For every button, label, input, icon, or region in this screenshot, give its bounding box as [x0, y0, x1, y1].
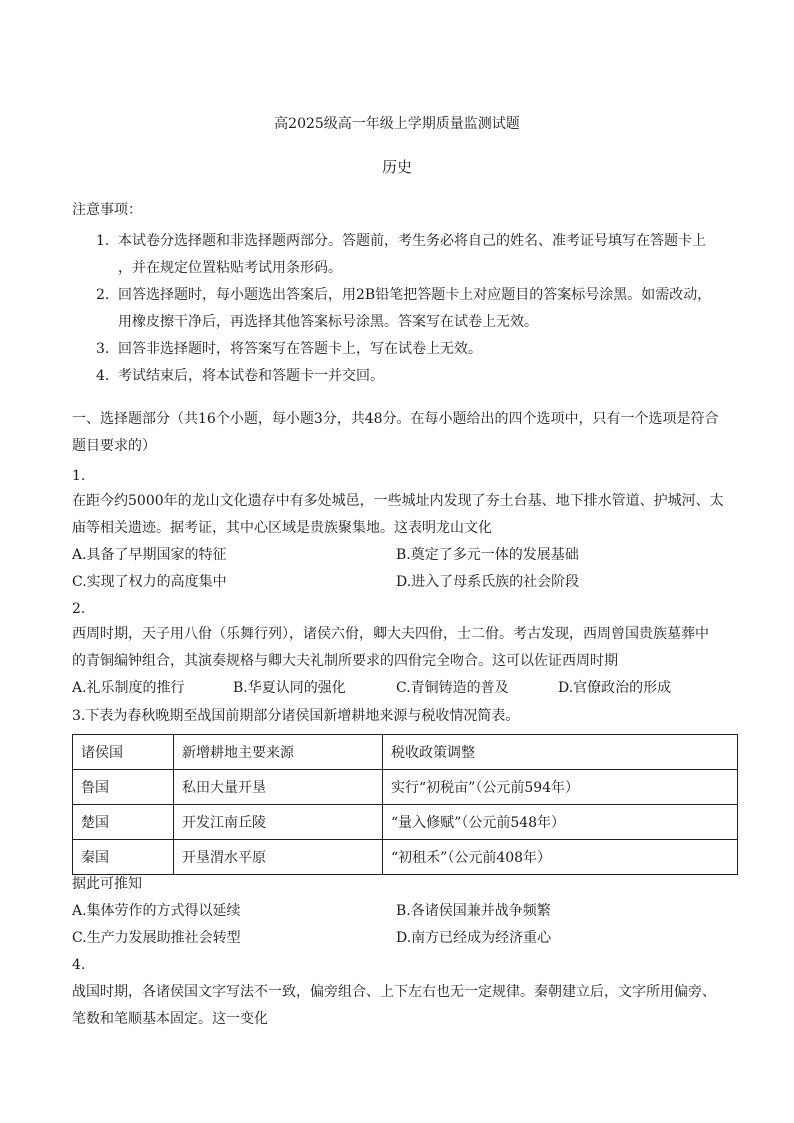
table-cell: 私田大量开垦: [174, 770, 383, 805]
table-cell: 鲁国: [73, 770, 174, 805]
notice-num: 3.: [96, 341, 110, 357]
question-4-number: 4.: [72, 957, 86, 973]
question-2-option-c: C.青铜铸造的普及: [396, 680, 509, 696]
question-4-stem-cont: 笔数和笔顺基本固定。这一变化: [72, 1011, 268, 1027]
notice-text: 回答选择题时，每小题选出答案后，用2B铅笔把答题卡上对应题目的答案标号涂黑。如需改动，: [118, 287, 712, 303]
question-3-stem: 3.下表为春秋晚期至战国前期部分诸侯国新增耕地来源与税收情况简表。: [72, 708, 520, 724]
question-1-number: 1.: [72, 468, 86, 484]
table-cell: 实行“初税亩”（公元前594年）: [383, 770, 738, 805]
notice-heading: 注意事项：: [72, 202, 142, 218]
question-1-option-d: D.进入了母系氏族的社会阶段: [396, 574, 580, 590]
table-cell: 开发江南丘陵: [174, 805, 383, 840]
table-header-cell: 新增耕地主要来源: [174, 735, 383, 770]
question-2-stem-cont: 的青铜编钟组合，其演奏规格与卿大夫礼制所要求的四佾完全吻合。这可以佐证西周时期: [72, 653, 618, 669]
notice-text: 考试结束后，将本试卷和答题卡一并交回。: [118, 368, 384, 384]
table-cell: “初租禾”（公元前408年）: [383, 840, 738, 875]
question-3-option-a: A.集体劳作的方式得以延续: [72, 903, 241, 919]
exam-title: 高2025级高一年级上学期质量监测试题: [274, 116, 520, 132]
question-2-stem: 西周时期，天子用八佾（乐舞行列），诸侯六佾，卿大夫四佾，士二佾。考古发现，西周曾国贵族墓葬中: [72, 626, 709, 642]
table-row: [73, 805, 738, 840]
question-2-option-a: A.礼乐制度的推行: [72, 680, 185, 696]
question-1-stem-cont: 庙等相关遗迹。据考证，其中心区域是贵族聚集地。这表明龙山文化: [72, 520, 492, 536]
notice-num: 1.: [96, 233, 110, 249]
subject-title: 历史: [381, 158, 412, 176]
table-header-cell: 税收政策调整: [383, 735, 738, 770]
notice-item-2: [96, 285, 711, 305]
question-1-option-b: B.奠定了多元一体的发展基础: [396, 547, 579, 563]
question-4-stem: 战国时期，各诸侯国文字写法不一致，偏旁组合、上下左右也无一定规律。秦朝建立后，文字所用偏旁、: [72, 984, 716, 1000]
table-header-row: [73, 735, 738, 770]
notice-item-1-cont: ，并在规定位置粘贴考试用条形码。: [118, 260, 342, 276]
table-cell: 开垦渭水平原: [174, 840, 383, 875]
notice-item-3: [96, 339, 482, 359]
question-1-option-a: A.具备了早期国家的特征: [72, 547, 227, 563]
table-cell: 秦国: [73, 840, 174, 875]
table-header-cell: 诸侯国: [73, 735, 174, 770]
question-2-option-d: D.官僚政治的形成: [558, 680, 672, 696]
question-3-option-c: C.生产力发展助推社会转型: [72, 930, 241, 946]
question-3-table: [72, 734, 738, 875]
table-cell: 楚国: [73, 805, 174, 840]
notice-text: 回答非选择题时，将答案写在答题卡上，写在试卷上无效。: [118, 341, 482, 357]
question-2-option-b: B.华夏认同的强化: [233, 680, 346, 696]
question-3-option-b: B.各诸侯国兼并战争频繁: [396, 903, 551, 919]
question-3-after-table: 据此可推知: [72, 876, 142, 892]
notice-item-1: [96, 231, 706, 251]
section-heading: 一、选择题部分（共16个小题，每小题3分，共48分。在每小题给出的四个选项中，只有一个选项是符合: [72, 411, 719, 427]
notice-item-4: [96, 366, 384, 386]
notice-num: 2.: [96, 287, 110, 303]
section-heading-cont: 题目要求的）: [72, 438, 156, 454]
notice-text: 本试卷分选择题和非选择题两部分。答题前，考生务必将自己的姓名、准考证号填写在答题卡上: [118, 233, 706, 249]
question-3-option-d: D.南方已经成为经济重心: [396, 930, 552, 946]
table-row: [73, 840, 738, 875]
notice-num: 4.: [96, 368, 110, 384]
question-1-option-c: C.实现了权力的高度集中: [72, 574, 227, 590]
question-2-number: 2.: [72, 601, 86, 617]
table-row: [73, 770, 738, 805]
question-1-stem: 在距今约5000年的龙山文化遗存中有多处城邑，一些城址内发现了夯土台基、地下排水管道、护城河、太: [72, 493, 724, 509]
notice-item-2-cont: 用橡皮擦干净后，再选择其他答案标号涂黑。答案写在试卷上无效。: [118, 314, 538, 330]
table-cell: “量入修赋”（公元前548年）: [383, 805, 738, 840]
